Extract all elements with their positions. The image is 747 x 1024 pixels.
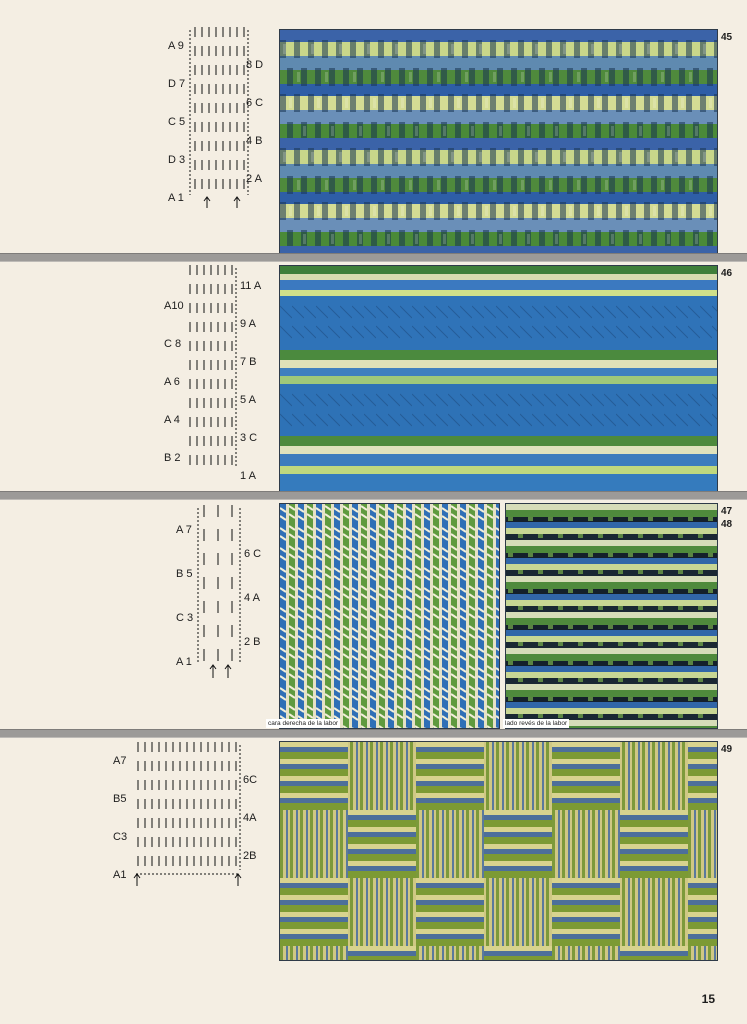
pattern-49-number: 49 bbox=[721, 744, 733, 755]
row-label: 1 A bbox=[240, 470, 256, 482]
row-label: B5 bbox=[113, 793, 127, 805]
page-number: 15 bbox=[701, 992, 715, 1006]
pattern-45-swatch-photo bbox=[279, 29, 718, 255]
row-label: C 8 bbox=[164, 338, 182, 350]
row-label: 4 B bbox=[246, 135, 263, 147]
pattern-47-swatch-photo bbox=[279, 503, 500, 729]
section-divider bbox=[0, 491, 747, 500]
pattern-47-stitch-chart bbox=[160, 503, 275, 683]
pattern-47-row-labels-left bbox=[176, 508, 193, 684]
row-label: 2 A bbox=[246, 173, 262, 185]
row-label: A10 bbox=[164, 300, 184, 312]
row-label: C3 bbox=[113, 831, 128, 843]
row-label: A 9 bbox=[168, 40, 184, 52]
row-label: 2 B bbox=[244, 636, 261, 648]
row-label: D 7 bbox=[168, 78, 186, 90]
row-label: A 4 bbox=[164, 414, 180, 426]
pattern-46-row-labels-right bbox=[240, 267, 261, 495]
pattern-49-row-labels-right bbox=[243, 761, 257, 875]
pattern-46-swatch-photo bbox=[279, 265, 718, 492]
pattern-47-number: 47 bbox=[721, 506, 733, 517]
section-divider bbox=[0, 729, 747, 738]
pattern-45-stitch-chart bbox=[160, 25, 275, 215]
row-label: 3 C bbox=[240, 432, 258, 444]
row-label: 7 B bbox=[240, 356, 257, 368]
section-divider bbox=[0, 253, 747, 262]
row-label: 6 C bbox=[246, 97, 264, 109]
row-label: 4A bbox=[243, 812, 257, 824]
row-label: 4 A bbox=[244, 592, 260, 604]
row-label: 6 C bbox=[244, 548, 262, 560]
caption-right-side: cara derecha de la labor bbox=[268, 720, 339, 727]
row-label: C 5 bbox=[168, 116, 186, 128]
pattern-46-stitch-chart bbox=[160, 263, 275, 482]
pattern-46-number: 46 bbox=[721, 268, 733, 279]
row-label: A1 bbox=[113, 869, 127, 881]
pattern-47-row-labels-right bbox=[244, 532, 261, 664]
row-label: B 5 bbox=[176, 568, 193, 580]
row-label: 11 A bbox=[240, 280, 262, 292]
row-label: 9 A bbox=[240, 318, 256, 330]
row-label: A7 bbox=[113, 755, 127, 767]
row-label: 5 A bbox=[240, 394, 256, 406]
row-label: 6C bbox=[243, 774, 258, 786]
pattern-48-number: 48 bbox=[721, 519, 733, 530]
row-label: B 2 bbox=[164, 452, 181, 464]
pattern-48-swatch-photo bbox=[505, 503, 718, 729]
row-label: A 1 bbox=[176, 656, 192, 668]
pattern-46-row-labels-left bbox=[164, 287, 184, 477]
row-label: D 3 bbox=[168, 154, 186, 166]
caption-wrong-side: lado revés de la labor bbox=[505, 720, 568, 727]
pattern-49-swatch-photo bbox=[279, 741, 718, 961]
pattern-45-number: 45 bbox=[721, 32, 733, 43]
pattern-45-row-labels-left bbox=[168, 27, 185, 217]
pattern-45-row-labels-right bbox=[246, 46, 263, 198]
pattern-49-row-labels-left bbox=[113, 742, 127, 894]
row-label: 8 D bbox=[246, 59, 264, 71]
row-label: A 1 bbox=[168, 192, 184, 204]
row-label: A 6 bbox=[164, 376, 180, 388]
row-label: C 3 bbox=[176, 612, 194, 624]
row-label: 2B bbox=[243, 850, 257, 862]
row-label: A 7 bbox=[176, 524, 192, 536]
pattern-49-stitch-chart bbox=[110, 740, 275, 890]
